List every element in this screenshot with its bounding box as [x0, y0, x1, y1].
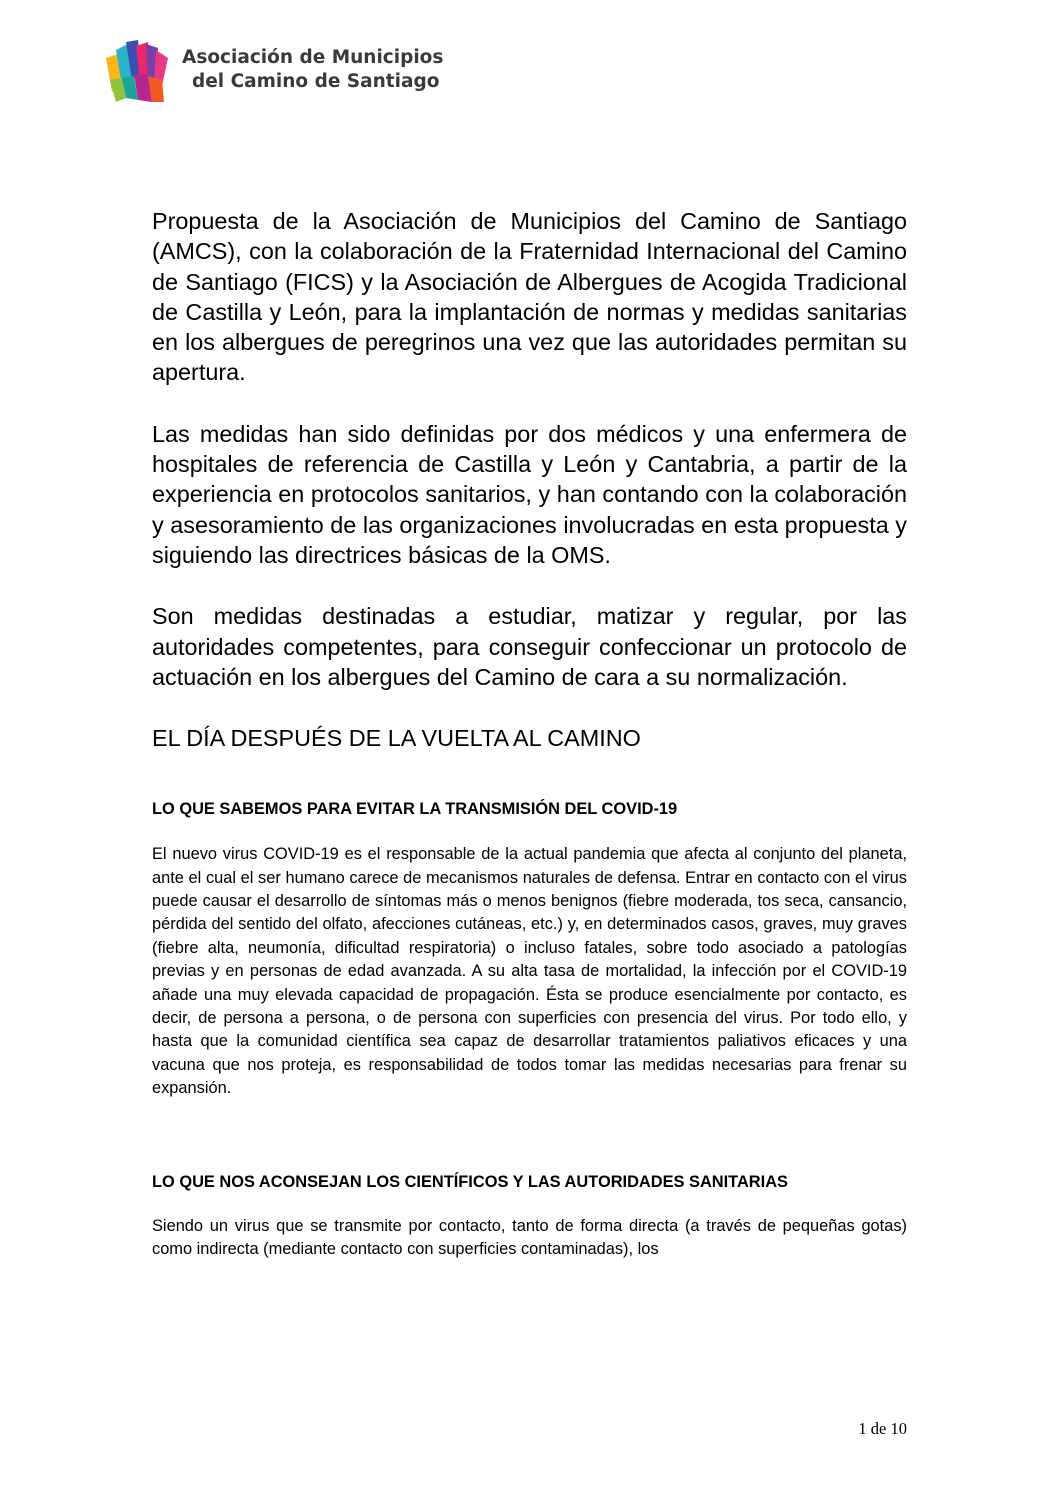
- intro-paragraph-1: Propuesta de la Asociación de Municipios del Camino de Santiago (AMCS), con la colaboración de la Fraternidad Internacional del Camino de Santiago (FICS) y la Asociación de Albergues de Acogida Tradicional de Castilla y León, para la implantación de normas y medidas sanitarias en los albergues de peregrinos una vez que las autoridades permitan su apertura.: [152, 208, 907, 386]
- amcs-colorful-logo-icon: [104, 40, 172, 106]
- section-title-advice: LO QUE NOS ACONSEJAN LOS CIENTÍFICOS Y LAS AUTORIDADES SANITARIAS: [152, 1172, 788, 1191]
- logo-line-1: Asociación de Municipios: [182, 47, 444, 68]
- section-body-transmission: El nuevo virus COVID-19 es el responsable de la actual pandemia que afecta al conjunto del planeta, ante el cual el ser humano carece de mecanismos naturales de defensa. Entrar en contacto con el virus puede causar el desarrollo de síntomas más o menos benignos (fiebre moderada, tos seca, cansancio, pérdida del sentido del olfato, afecciones cutáneas, etc.) y, en determinados casos, graves, muy graves (fiebre alta, neumonía, dificultad respiratoria) o incluso fatales, sobre todo asociado a patologías previas y en personas de edad avanzada. A su alta tasa de mortalidad, la infección por el COVID-19 añade una muy elevada capacidad de propagación. Ésta se produce esencialmente por contacto, es decir, de persona a persona, o de persona con superficies con presencia del virus. Por todo ello, y hasta que la comunidad científica sea capaz de desarrollar tratamientos paliativos eficaces y una vacuna que nos proteja, es responsabilidad de todos tomar las medidas necesarias para frenar su expansión.: [152, 845, 907, 1098]
- document-body: [152, 206, 907, 1261]
- intro-paragraph-3: Son medidas destinadas a estudiar, matizar y regular, por las autoridades competentes, para conseguir confeccionar un protocolo de actuación en los albergues del Camino de cara a su normalización.: [152, 603, 907, 690]
- page-number: 1 de 10: [858, 1419, 907, 1438]
- logo-text: [182, 46, 443, 94]
- main-heading: EL DÍA DESPUÉS DE LA VUELTA AL CAMINO: [152, 725, 641, 752]
- intro-paragraph-2: Las medidas han sido definidas por dos médicos y una enfermera de hospitales de referencia de Castilla y León y Cantabria, a partir de la experiencia en protocolos sanitarios, y han contando con la colaboración y asesoramiento de las organizaciones involucradas en esta propuesta y siguiendo las directrices básicas de la OMS.: [152, 420, 907, 568]
- logo: [104, 40, 444, 110]
- logo-line-2: del Camino de Santiago: [192, 71, 440, 92]
- section-title-transmission: LO QUE SABEMOS PARA EVITAR LA TRANSMISIÓN DEL COVID-19: [152, 800, 678, 819]
- section-body-advice: Siendo un virus que se transmite por contacto, tanto de forma directa (a través de pequeñas gotas) como indirecta (mediante contacto con superficies contaminadas), los: [152, 1216, 907, 1259]
